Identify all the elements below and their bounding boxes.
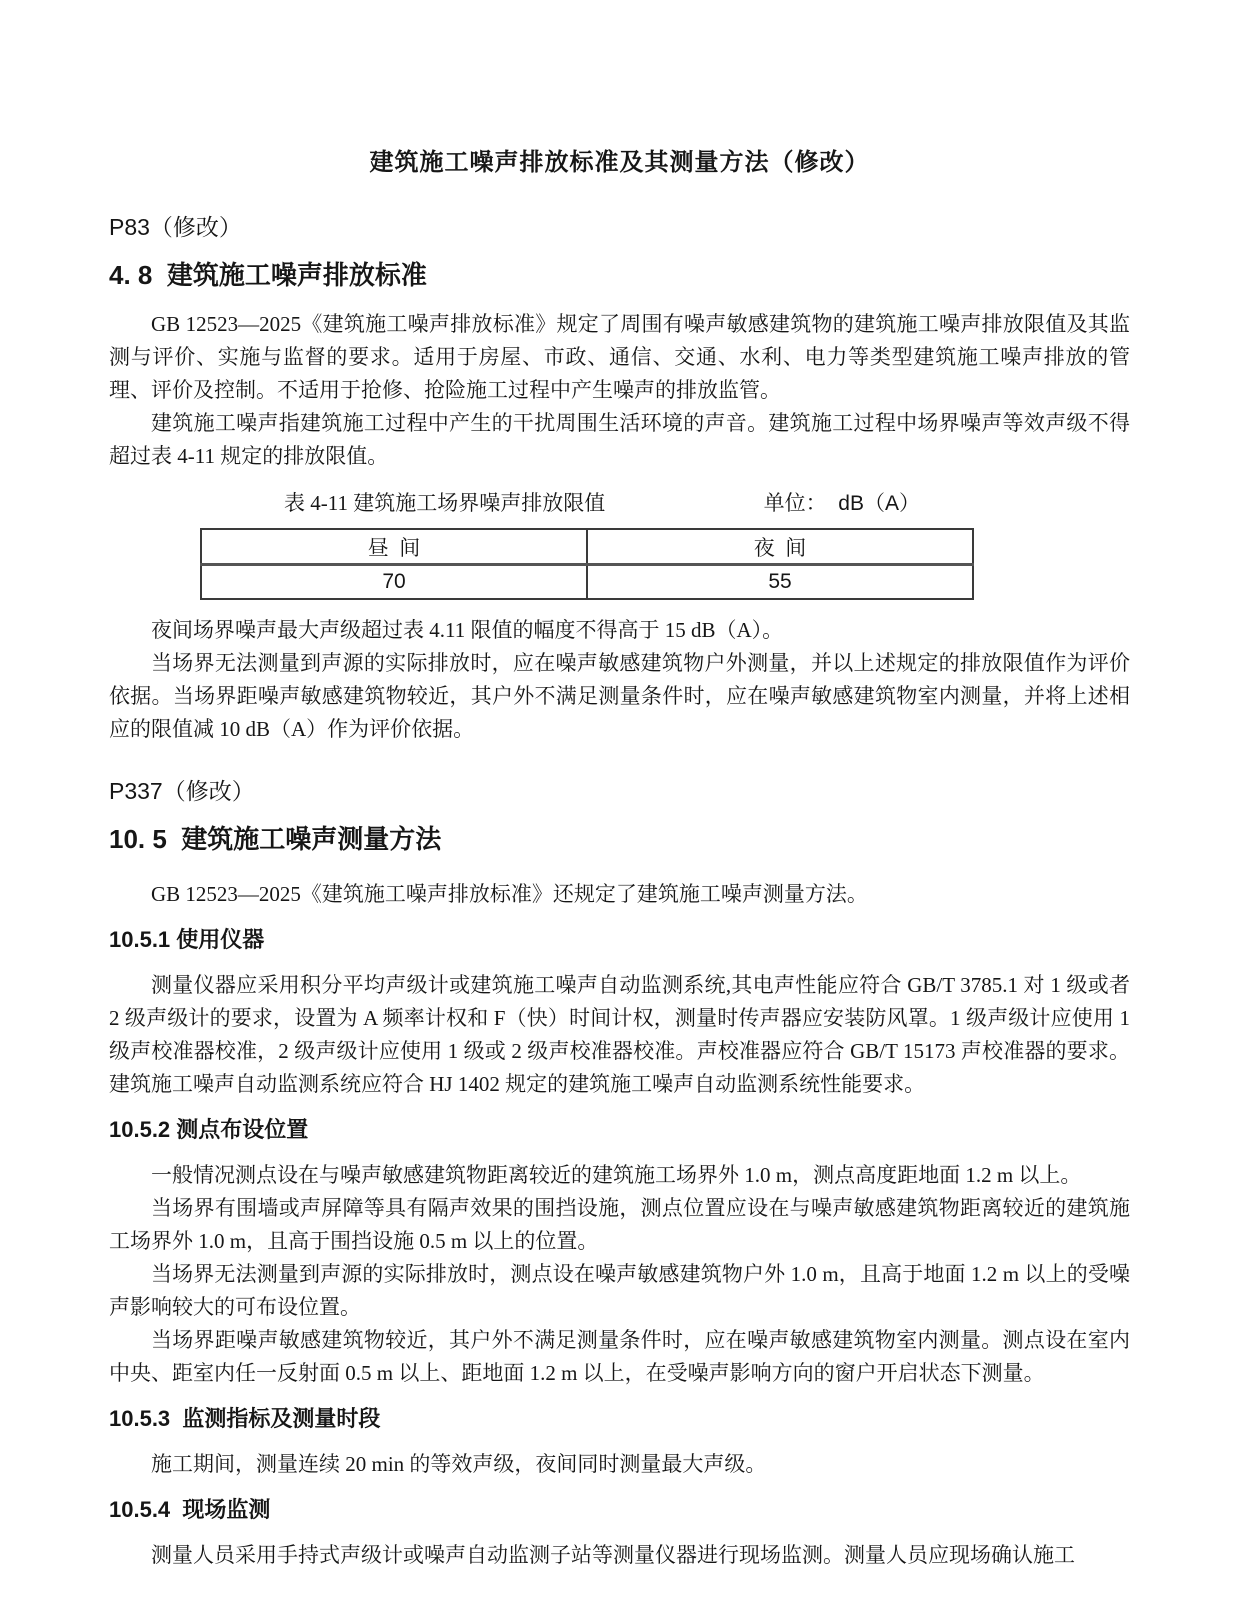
paragraph-placement-general: 一般情况测点设在与噪声敏感建筑物距离较近的建筑施工场界外 1.0 m，测点高度距地面 1.2 m 以上。 bbox=[151, 1163, 1082, 1187]
table-value-nighttime: 55 bbox=[587, 565, 973, 600]
table-header-nighttime: 夜 间 bbox=[587, 529, 973, 565]
heading-10-5-measurement-method: 10. 5 建筑施工噪声测量方法 bbox=[109, 824, 442, 854]
paragraph-placement-indoor: 当场界距噪声敏感建筑物较近，其户外不满足测量条件时，应在噪声敏感建筑物室内测量。测点设在室内中央、距室内任一反射面 0.5 m 以上、距地面 1.2 m 以上，在受噪声影响方向的窗户开启状态下测量。 bbox=[109, 1328, 1130, 1385]
table-caption: 表 4-11 建筑施工场界噪声排放限值 bbox=[284, 491, 606, 515]
table-value-daytime: 70 bbox=[201, 565, 587, 600]
heading-10-5-4-field-monitoring: 10.5.4 现场监测 bbox=[109, 1497, 271, 1522]
page-ref-p337: P337（修改） bbox=[109, 778, 255, 804]
heading-10-5-1-instruments: 10.5.1 使用仪器 bbox=[109, 927, 265, 952]
table-value-row bbox=[201, 565, 973, 600]
paragraph-field-monitoring: 测量人员采用手持式声级计或噪声自动监测子站等测量仪器进行现场监测。测量人员应现场确认施工 bbox=[151, 1543, 1075, 1567]
document-title: 建筑施工噪声排放标准及其测量方法（修改） bbox=[369, 149, 870, 176]
table-header-row bbox=[201, 529, 973, 565]
paragraph-night-max-level: 夜间场界噪声最大声级超过表 4.11 限值的幅度不得高于 15 dB（A）。 bbox=[151, 618, 784, 642]
paragraph-method-intro: GB 12523—2025《建筑施工噪声排放标准》还规定了建筑施工噪声测量方法。 bbox=[151, 882, 868, 906]
heading-10-5-2-point-placement: 10.5.2 测点布设位置 bbox=[109, 1117, 309, 1142]
heading-10-5-3-indicators: 10.5.3 监测指标及测量时段 bbox=[109, 1406, 381, 1431]
paragraph-scope: GB 12523—2025《建筑施工噪声排放标准》规定了周围有噪声敏感建筑物的建筑施工噪声排放限值及其监测与评价、实施与监督的要求。适用于房屋、市政、通信、交通、水利、电力等类型建筑施工噪声排放的管理、评价及控制。不适用于抢修、抢险施工过程中产生噪声的排放监管。 bbox=[109, 312, 1130, 402]
paragraph-definition: 建筑施工噪声指建筑施工过程中产生的干扰周围生活环境的声音。建筑施工过程中场界噪声等效声级不得超过表 4-11 规定的排放限值。 bbox=[109, 411, 1130, 468]
paragraph-instruments: 测量仪器应采用积分平均声级计或建筑施工噪声自动监测系统,其电声性能应符合 GB/T 3785.1 对 1 级或者 2 级声级计的要求，设置为 A 频率计权和 F（快）时间计权，测量时传声器应安装防风罩。1 级声级计应使用 1 级声校准器校准，2 级声级计应使用 1 级或 2 级声校准器校准。声校准器应符合 GB/T 15173 声校准器的要求。建筑施工噪声自动监测系统应符合 HJ 1402 规定的建筑施工噪声自动监测系统性能要求。 bbox=[109, 973, 1130, 1096]
paragraph-placement-barrier: 当场界有围墙或声屏障等具有隔声效果的围挡设施，测点位置应设在与噪声敏感建筑物距离较近的建筑施工场界外 1.0 m，且高于围挡设施 0.5 m 以上的位置。 bbox=[109, 1196, 1130, 1253]
paragraph-measurement-fallback: 当场界无法测量到声源的实际排放时，应在噪声敏感建筑物户外测量，并以上述规定的排放限值作为评价依据。当场界距噪声敏感建筑物较近，其户外不满足测量条件时，应在噪声敏感建筑物室内测量，并将上述相应的限值减 10 dB（A）作为评价依据。 bbox=[109, 651, 1130, 741]
noise-limit-table bbox=[200, 528, 974, 600]
page-ref-p83: P83（修改） bbox=[109, 214, 242, 240]
paragraph-indicators: 施工期间，测量连续 20 min 的等效声级，夜间同时测量最大声级。 bbox=[151, 1452, 767, 1476]
table-header-daytime: 昼 间 bbox=[201, 529, 587, 565]
paragraph-placement-outdoor: 当场界无法测量到声源的实际排放时，测点设在噪声敏感建筑物户外 1.0 m，且高于地面 1.2 m 以上的受噪声影响较大的可布设位置。 bbox=[109, 1262, 1130, 1319]
table-caption-row bbox=[200, 489, 974, 518]
heading-4-8-noise-emission-standard: 4. 8 建筑施工噪声排放标准 bbox=[109, 260, 427, 290]
table-unit-label: 单位： dB（A） bbox=[763, 492, 920, 515]
